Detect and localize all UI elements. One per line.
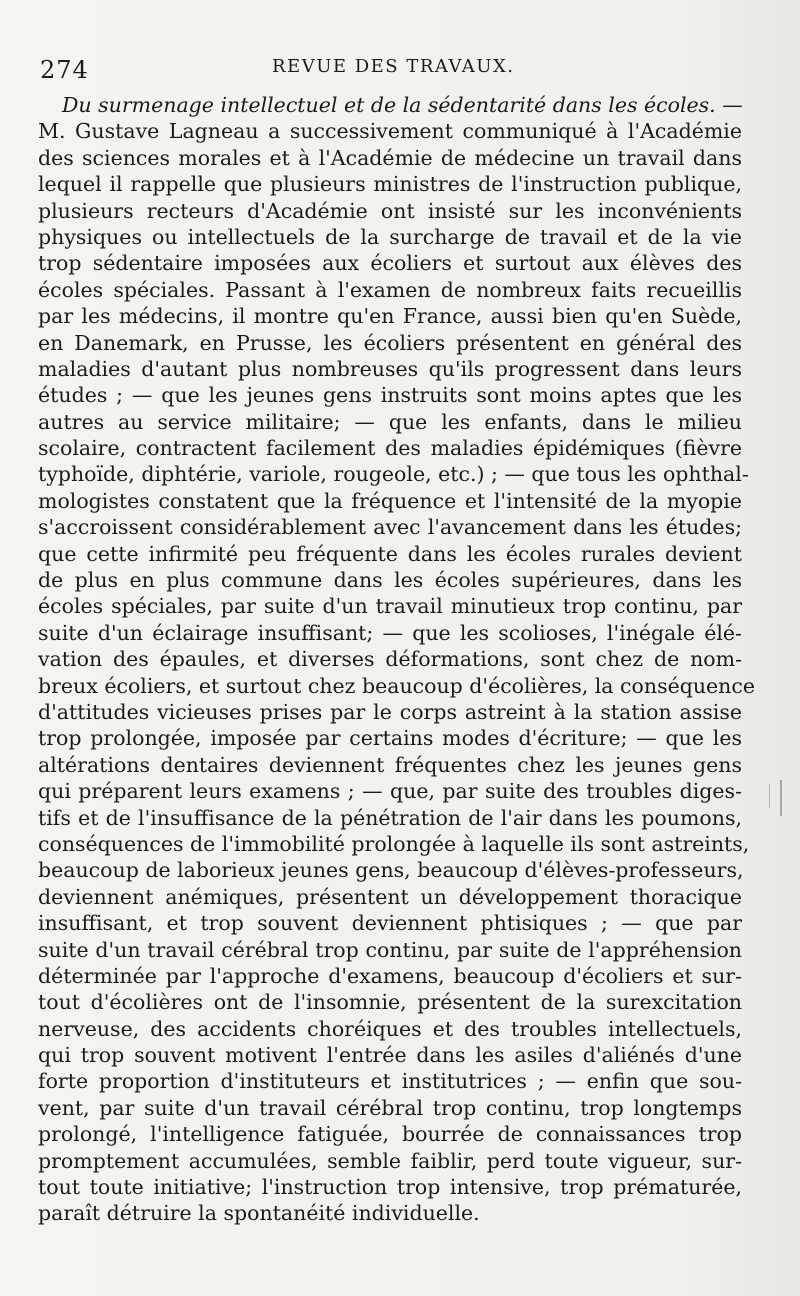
text-line: trop sédentaire imposées aux écoliers et surtout aux élèves des xyxy=(38,251,742,276)
page-header xyxy=(36,48,736,82)
text-line: typhoïde, diphtérie, variole, rougeole, etc.) ; — que tous les ophthal- xyxy=(38,462,749,487)
text-line: suite d'un éclairage insuffisant; — que les scolioses, l'inégale élé- xyxy=(38,620,742,645)
text-line: d'attitudes vicieuses prises par le corps astreint à la station assise xyxy=(38,699,742,724)
article-title-line xyxy=(38,92,742,118)
text-line: qui trop souvent motivent l'entrée dans les asiles d'aliénés d'une xyxy=(38,1043,742,1068)
text-line: prolongé, l'intelligence fatiguée, bourrée de connaissances trop xyxy=(38,1122,742,1147)
text-line: lequel il rappelle que plusieurs ministres de l'instruction publique, xyxy=(38,172,742,197)
text-line: altérations dentaires deviennent fréquentes chez les jeunes gens xyxy=(38,752,742,777)
text-line: par les médecins, il montre qu'en France, aussi bien qu'en Suède, xyxy=(38,304,742,329)
text-line: qui préparent leurs examens ; — que, par suite des troubles diges- xyxy=(38,779,742,804)
text-line: deviennent anémiques, présentent un développement thoracique xyxy=(38,884,742,909)
text-line: suite d'un travail cérébral trop continu, par suite de l'appréhension xyxy=(38,937,742,962)
text-line: plusieurs recteurs d'Académie ont insisté sur les inconvénients xyxy=(38,198,742,223)
text-line: beaucoup de laborieux jeunes gens, beaucoup d'élèves-professeurs, xyxy=(38,858,744,883)
text-line: mologistes constatent que la fréquence et l'intensité de la myopie xyxy=(38,488,742,513)
text-line: physiques ou intellectuels de la surcharge de travail et de la vie xyxy=(38,224,742,249)
article-text xyxy=(38,92,755,1227)
text-line: forte proportion d'instituteurs et institutrices ; — enfin que sou- xyxy=(38,1069,742,1094)
text-line: breux écoliers, et surtout chez beaucoup d'écolières, la conséquence xyxy=(38,673,755,698)
title-dash: — xyxy=(715,93,743,117)
text-line: maladies d'autant plus nombreuses qu'ils progressent dans leurs xyxy=(38,356,742,381)
text-line: en Danemark, en Prusse, les écoliers présentent en général des xyxy=(38,330,742,355)
text-line: déterminée par l'approche d'examens, beaucoup d'écoliers et sur- xyxy=(38,963,742,988)
article-title: Du surmenage intellectuel et de la sédentarité dans les écoles. xyxy=(62,93,716,117)
text-line: nerveuse, des accidents choréiques et des troubles intellectuels, xyxy=(38,1016,742,1041)
text-line: de plus en plus commune dans les écoles supérieures, dans les xyxy=(38,568,742,593)
text-line: vation des épaules, et diverses déformations, sont chez de nom- xyxy=(38,647,742,672)
text-line: écoles spéciales, par suite d'un travail minutieux trop continu, par xyxy=(38,594,742,619)
text-line: promptement accumulées, semble faiblir, perd toute vigueur, sur- xyxy=(38,1148,742,1173)
text-line: trop prolongée, imposée par certains modes d'écriture; — que les xyxy=(38,726,742,751)
text-line: des sciences morales et à l'Académie de médecine un travail dans xyxy=(38,145,742,170)
text-line-last: paraît détruire la spontanéité individuelle. xyxy=(38,1201,480,1226)
text-line: écoles spéciales. Passant à l'examen de nombreux faits recueillis xyxy=(38,277,742,302)
text-line: tifs et de l'insuffisance de la pénétration de l'air dans les poumons, xyxy=(38,805,742,830)
text-line: conséquences de l'immobilité prolongée à laquelle ils sont astreints, xyxy=(38,831,750,856)
text-line: s'accroissent considérablement avec l'avancement dans les études; xyxy=(38,515,742,540)
text-line: insuffisant, et trop souvent deviennent phtisiques ; — que par xyxy=(38,911,742,936)
running-head: REVUE DES TRAVAUX. xyxy=(272,56,515,77)
text-line: que cette infirmité peu fréquente dans les écoles rurales devient xyxy=(38,541,742,566)
page-number: 274 xyxy=(40,56,89,84)
text-line: vent, par suite d'un travail cérébral trop continu, trop longtemps xyxy=(38,1095,742,1120)
text-line: scolaire, contractent facilement des maladies épidémiques (fièvre xyxy=(38,436,742,461)
margin-mark xyxy=(780,780,782,816)
margin-mark xyxy=(769,784,770,808)
text-line: autres au service militaire; — que les enfants, dans le milieu xyxy=(38,409,742,434)
text-line: études ; — que les jeunes gens instruits sont moins aptes que les xyxy=(38,383,742,408)
text-line: tout toute initiative; l'instruction trop intensive, trop prématurée, xyxy=(38,1175,742,1200)
text-line: M. Gustave Lagneau a successivement communiqué à l'Académie xyxy=(38,119,742,144)
text-line: tout d'écolières ont de l'insomnie, présentent de la surexcitation xyxy=(38,990,742,1015)
